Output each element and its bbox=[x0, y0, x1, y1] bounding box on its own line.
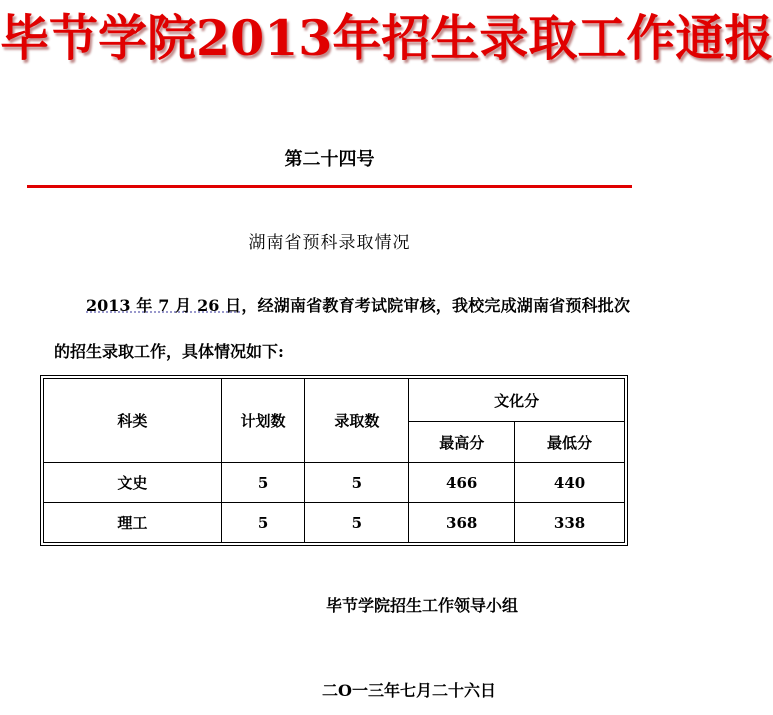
table-row bbox=[44, 503, 625, 543]
paragraph-body: ，经湖南省教育考试院审核，我校完成湖南省预科批次的招生录取工作，具体情况如下: bbox=[54, 296, 630, 361]
cell-planned: 5 bbox=[221, 503, 305, 543]
table-header-row bbox=[44, 379, 625, 422]
cell-lowest: 440 bbox=[515, 463, 625, 503]
signatory: 毕节学院招生工作领导小组 bbox=[326, 596, 519, 615]
cell-highest: 466 bbox=[409, 463, 515, 503]
cell-planned: 5 bbox=[221, 463, 305, 503]
cell-admitted: 5 bbox=[305, 463, 409, 503]
issue-number: 第二十四号 bbox=[284, 149, 375, 170]
cell-lowest: 338 bbox=[515, 503, 625, 543]
header-culture-score: 文化分 bbox=[409, 379, 625, 422]
paragraph-date: 2013 年 7 月 26 日 bbox=[86, 296, 242, 315]
cell-category: 理工 bbox=[44, 503, 222, 543]
header-lowest: 最低分 bbox=[515, 422, 625, 463]
table-row bbox=[44, 463, 625, 503]
header-admitted: 录取数 bbox=[305, 379, 409, 463]
signature-date: 二O一三年七月二十六日 bbox=[322, 681, 496, 700]
intro-paragraph bbox=[54, 283, 630, 375]
section-subtitle: 湖南省预科录取情况 bbox=[248, 233, 411, 253]
header-highest: 最高分 bbox=[409, 422, 515, 463]
header-category: 科类 bbox=[44, 379, 222, 463]
cell-highest: 368 bbox=[409, 503, 515, 543]
title-divider bbox=[27, 185, 632, 188]
admission-table bbox=[43, 378, 625, 543]
header-planned: 计划数 bbox=[221, 379, 305, 463]
document-title: 毕节学院2013年招生录取工作通报 bbox=[0, 9, 773, 67]
cell-admitted: 5 bbox=[305, 503, 409, 543]
cell-category: 文史 bbox=[44, 463, 222, 503]
